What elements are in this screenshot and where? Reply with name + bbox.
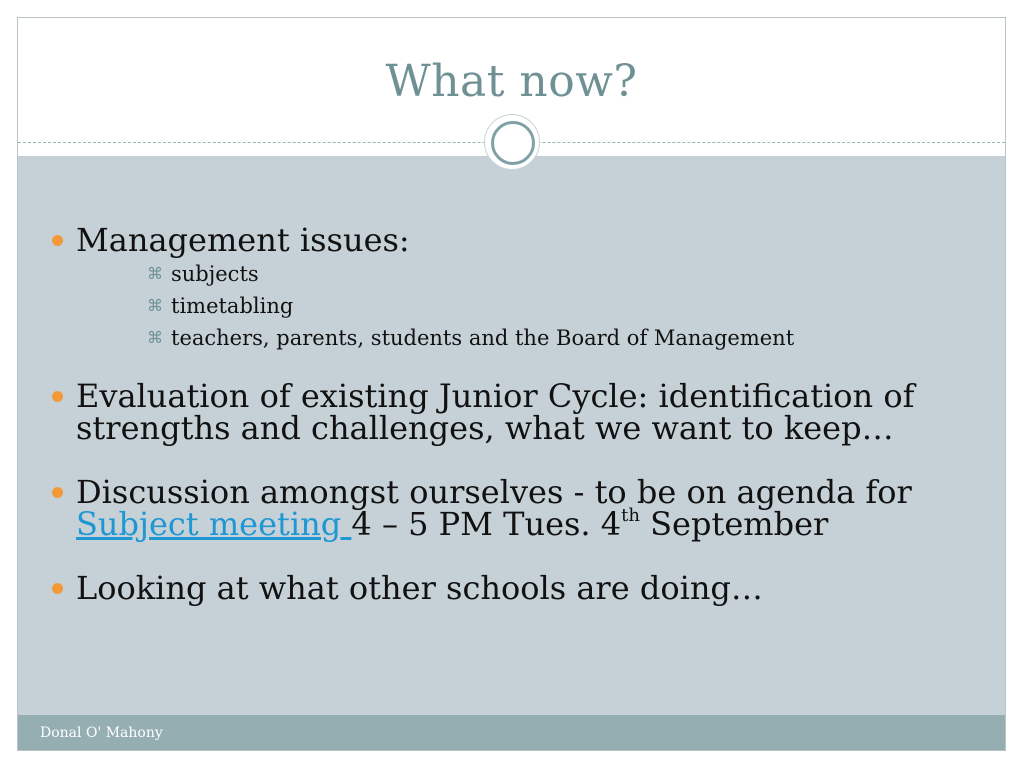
- sub-bullet-text: teachers, parents, students and the Board of Management: [171, 326, 795, 350]
- bullet-text-line1: Evaluation of existing Junior Cycle: identification of: [76, 377, 915, 415]
- bullet-discussion: [42, 473, 945, 543]
- ring-icon: [484, 114, 540, 170]
- bullet-text: Management issues:: [76, 221, 410, 259]
- x-mark-icon: ⌘: [147, 264, 163, 283]
- sub-bullet-item: [76, 322, 945, 354]
- ordinal-suffix: th: [621, 505, 640, 526]
- sub-bullet-text: subjects: [171, 262, 259, 286]
- sub-bullet-item: [76, 290, 945, 322]
- footer-author: Donal O' Mahony: [40, 725, 163, 741]
- bullet-dot-icon: [52, 487, 63, 498]
- bullet-dot-icon: [52, 235, 63, 246]
- x-mark-icon: ⌘: [147, 296, 163, 315]
- footer-bar: [18, 715, 1005, 750]
- bullet-other-schools: [42, 569, 945, 607]
- content-area: [18, 156, 1005, 716]
- bullet-list: [42, 221, 945, 607]
- slide-title: What now?: [385, 56, 638, 107]
- meeting-month-text: September: [639, 505, 829, 543]
- sub-bullet-text: timetabling: [171, 294, 294, 318]
- sub-bullet-list: [76, 258, 945, 354]
- sub-bullet-item: [76, 258, 945, 290]
- bullet-dot-icon: [52, 583, 63, 594]
- bullet-management-issues: [42, 221, 945, 354]
- bullet-text-line2: strengths and challenges, what we want to keep…: [76, 409, 894, 447]
- x-mark-icon: ⌘: [147, 328, 163, 347]
- ring-inner: [491, 121, 535, 165]
- bullet-dot-icon: [52, 391, 63, 402]
- subject-meeting-link[interactable]: Subject meeting: [76, 505, 352, 543]
- slide: [17, 17, 1006, 751]
- bullet-evaluation: [42, 377, 945, 447]
- bullet-text-line1: Discussion amongst ourselves - to be on agenda for: [76, 473, 912, 511]
- bullet-text: Looking at what other schools are doing…: [76, 569, 763, 607]
- meeting-time-text: 4 – 5 PM Tues. 4: [351, 505, 622, 543]
